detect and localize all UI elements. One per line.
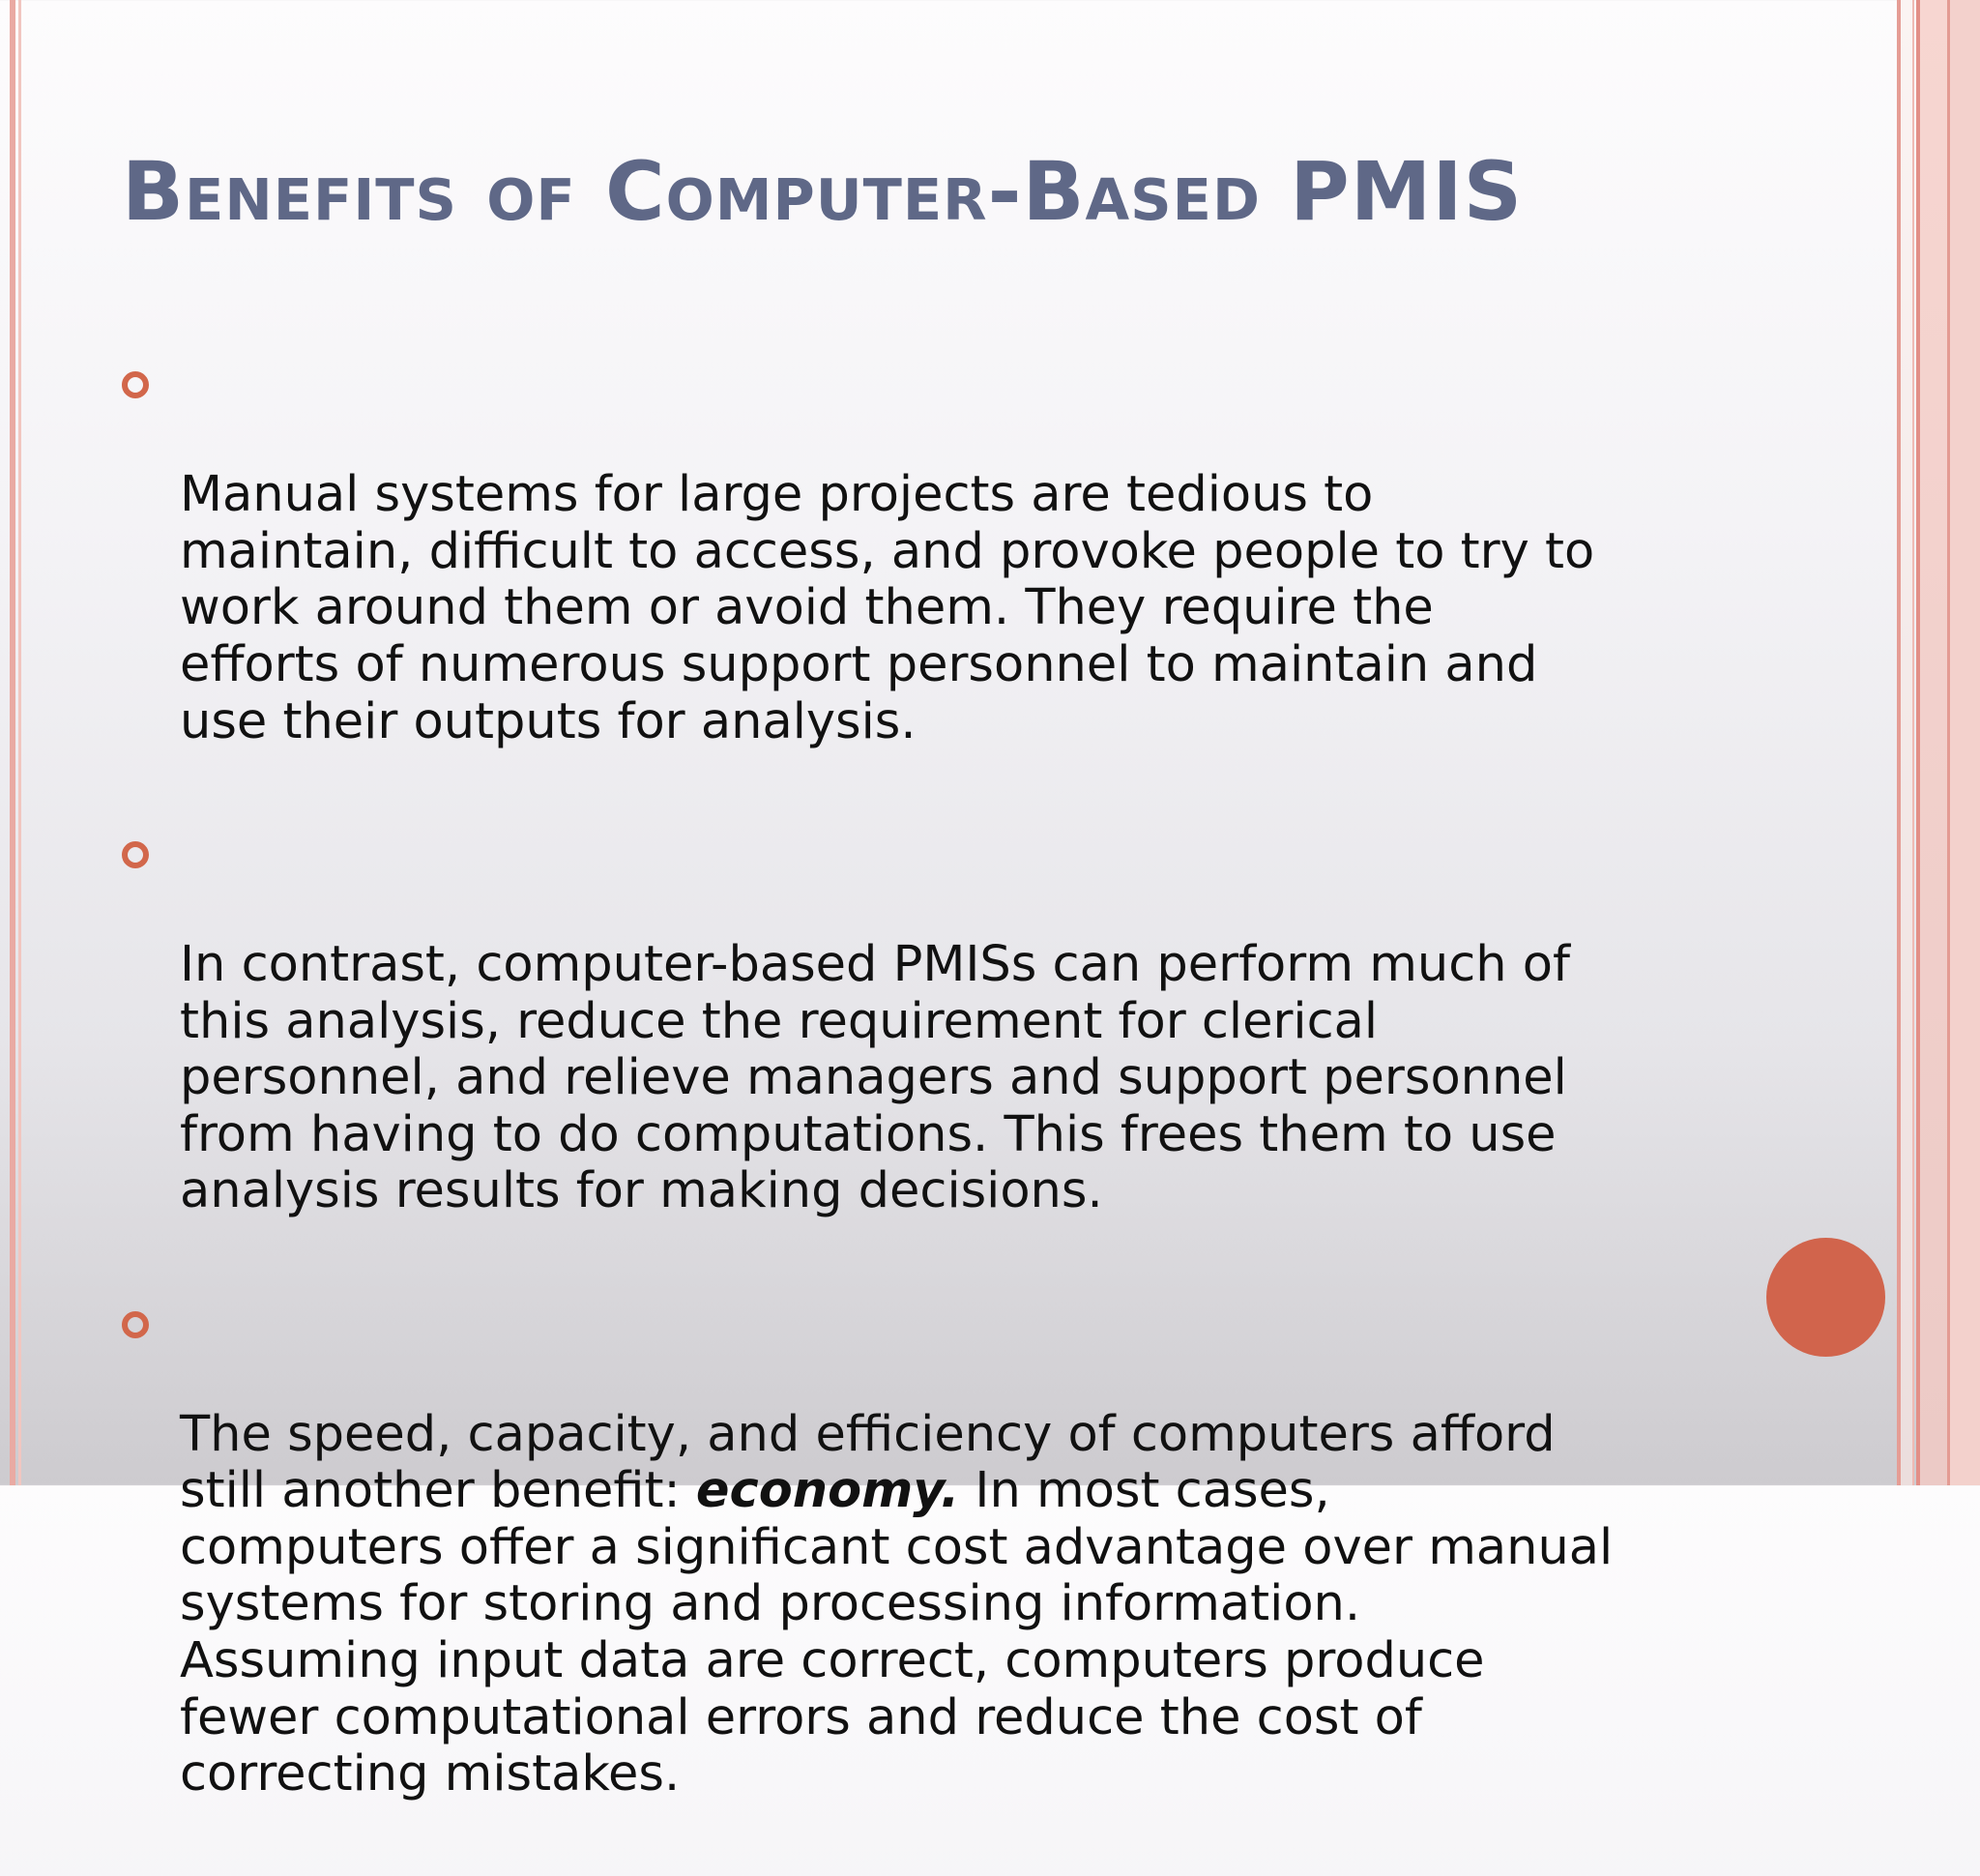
slide-title: Benefits of Computer-Based PMIS [122, 144, 1524, 239]
bullet-text-before: The speed, capacity, and efficiency of computers afford still another benefit: [180, 1405, 1556, 1520]
right-border-panel [1920, 0, 1947, 1485]
left-border-stripe [10, 0, 15, 1485]
bullet-text: Manual systems for large projects are tedious to maintain, difficult to access, and provoke people to try to work around them or avoid them. They require the efforts of numerous support personnel to maintain and use their outputs for analysis. [180, 466, 1595, 750]
left-border-stripe-inner [18, 0, 21, 1485]
bullet-text-after: In most cases, computers offer a significant cost advantage over manual systems for storing and processing information. Assuming input data are correct, computers produce fewer computational errors and reduce the cost of correcting mistakes. [180, 1462, 1614, 1803]
right-border-panel [1901, 0, 1912, 1485]
bullet-text [180, 1407, 1717, 1803]
bullet-item [122, 354, 1717, 807]
hollow-circle-bullet-icon [122, 371, 149, 398]
right-border-stripe [1912, 0, 1914, 1485]
right-border-panel [1950, 0, 1980, 1485]
bullet-item [122, 824, 1717, 1277]
bullet-item [122, 1294, 1717, 1861]
bullet-text: In contrast, computer-based PMISs can perform much of this analysis, reduce the requirement for clerical personnel, and relieve managers and support personnel from having to do computations. This frees them to use analysis results for making decisions. [180, 935, 1570, 1220]
hollow-circle-bullet-icon [122, 1311, 149, 1338]
hollow-circle-bullet-icon [122, 841, 149, 868]
filled-circle-decoration [1766, 1238, 1885, 1357]
emphasis-economy: economy. [695, 1462, 960, 1520]
bullet-list [122, 354, 1717, 1876]
